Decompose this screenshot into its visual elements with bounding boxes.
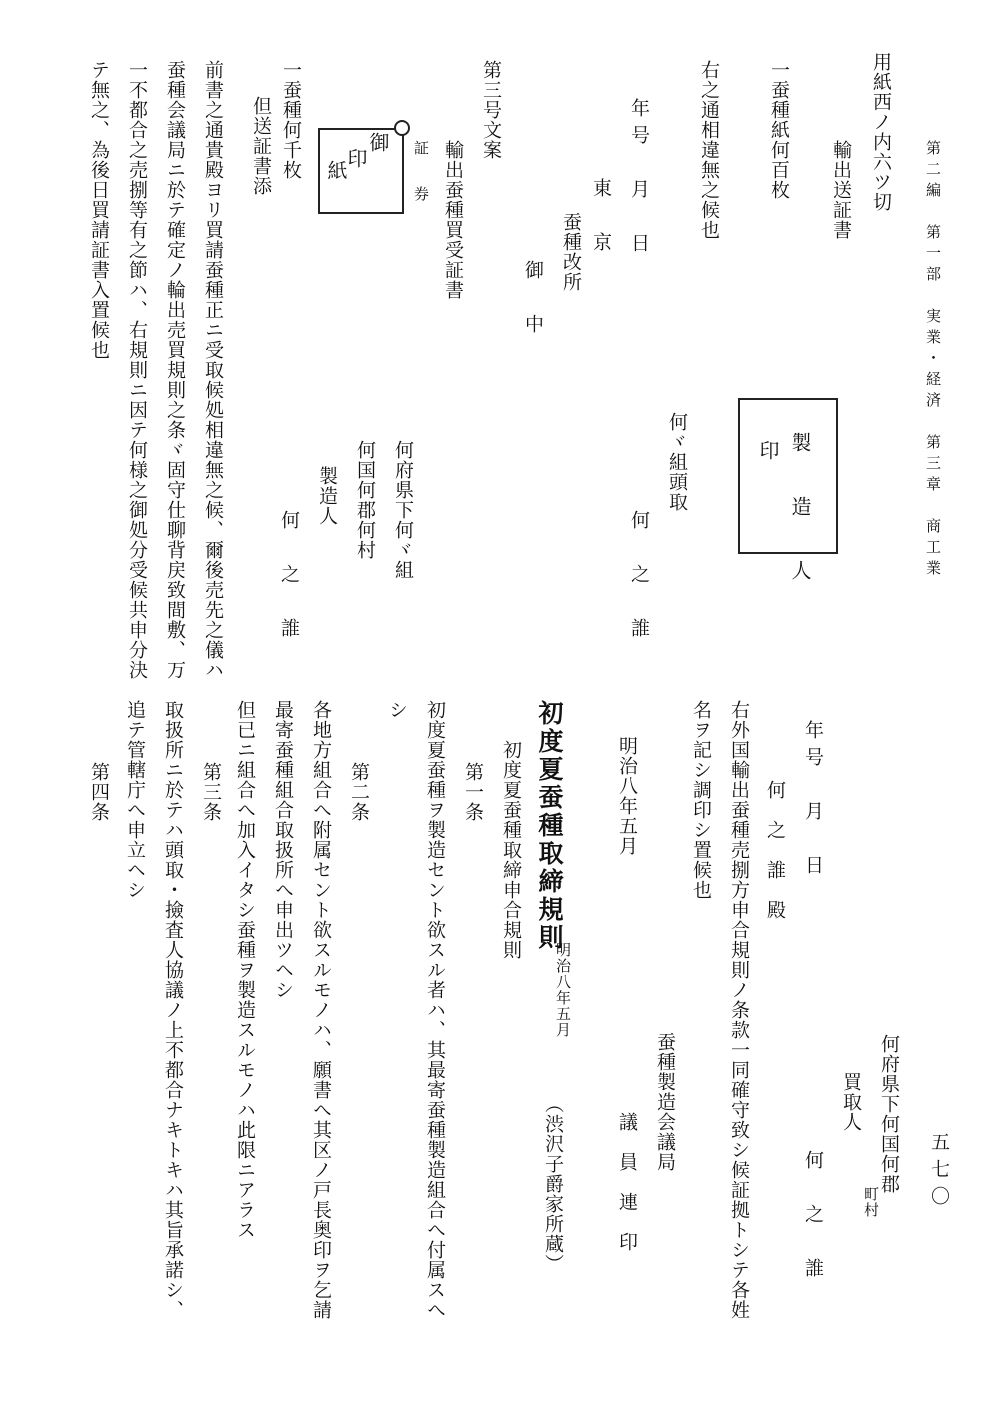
article-3: 第三条: [200, 762, 222, 822]
article-3-line-1: 取扱所ニ於テハ頭取・撿査人協議ノ上不都合ナキトキハ其旨承諾シ、: [162, 700, 184, 1320]
bureau: 蚕種製造会議局: [654, 1032, 676, 1172]
buyer-name: 何 之 誰: [802, 1150, 824, 1285]
article-4: 第四条: [88, 762, 110, 822]
circle-mark-icon: [394, 120, 410, 136]
article-3-line-2: 追テ管轄庁へ申立ヘシ: [124, 700, 146, 900]
text-line-2: 名ヲ記シ調印シ置候也: [690, 700, 712, 900]
body-line-4: テ無之、為後日買請証書入置候也: [88, 60, 110, 360]
seal-line1: 製 造 人: [788, 432, 812, 592]
running-title: 第二編 第一部 実業・経済 第三章 商工業: [924, 140, 942, 581]
article-2-line-1: 各地方組合へ附属セント欲スルモノハ、願書へ其区ノ戸長奥印ヲ乞請: [310, 700, 332, 1320]
stamp-line3: 紙: [324, 160, 348, 192]
maker-address1: 何府県下何ヾ組: [392, 440, 414, 580]
text-line-1: 右外国輸出蚕種売捌方申合規則ノ条款一同確守致シ候証拠トシテ各姓: [728, 700, 750, 1320]
buyer-address-small: 町村: [862, 1186, 880, 1218]
item-line: 一蚕種紙何百枚: [768, 60, 790, 200]
body-line-2: 蚕種会議局ニ於テ確定ノ輪出売買規則之条ヾ固守仕聊背戻致間敷、万: [164, 60, 186, 680]
addressee: 何 之 誰 殿: [764, 780, 786, 920]
honorific: 御 中: [522, 260, 544, 341]
confirm-line: 右之通相違無之候也: [698, 60, 720, 240]
body-line-1: 前書之通貴殿ヨリ買請蚕種正ニ受取候処相違無之候、爾後売先之儀ハ: [202, 60, 224, 680]
paper-note: 用紙西ノ内六ツ切: [870, 52, 892, 212]
member: 議 員 連 印: [616, 1112, 638, 1252]
article-1: 第一条: [462, 762, 484, 822]
rule-title: 初度夏蚕種取締規則: [535, 700, 564, 952]
article-2: 第二条: [348, 762, 370, 822]
article-2-line-2: 最寄蚕種組合取扱所へ申出ツヘシ: [272, 700, 294, 1000]
subtitle: 初度夏蚕種取締申合規則: [500, 740, 522, 960]
seal-line2: 印: [756, 440, 780, 472]
date-line: 年号 月 日: [628, 98, 650, 260]
maker-address2: 何国何郡何村: [354, 440, 376, 560]
form3-label: 第三号文案: [480, 60, 502, 160]
group-head: 何ヾ組頭取: [666, 412, 688, 512]
era-date: 明治八年五月: [616, 736, 638, 856]
certificate-label: 証 券: [412, 140, 430, 209]
maker-label: 製造人: [316, 466, 338, 526]
group-head-name: 何 之 誰: [628, 510, 650, 645]
body-line-3: 一不都合之売捌等有之節ハ、右規則ニ因テ何様之御処分受候共申分決: [126, 60, 148, 680]
buyer-address: 何府県下何国何郡: [878, 1034, 900, 1194]
office: 蚕種改所: [560, 212, 582, 292]
place: 東 京: [590, 178, 612, 259]
item-line2: 一蚕種何千枚: [280, 60, 302, 180]
buyer-label: 買取人: [840, 1072, 862, 1132]
maker-name: 何 之 誰: [278, 510, 300, 645]
rule-date: 明治八年五月: [554, 942, 572, 1038]
article-1-text: 初度夏蚕種ヲ製造セント欲スル者ハ、其最寄蚕種製造組合へ付属スへ: [424, 700, 446, 1320]
doc-title: 輸出送証書: [830, 140, 852, 240]
stamp-line2: 印: [344, 148, 368, 180]
article-2-line-3: 但已ニ組合へ加入イタシ蚕種ヲ製造スルモノハ此限ニアラス: [234, 700, 256, 1240]
page-number: 五七〇: [928, 1132, 950, 1213]
article-1-text2: シ: [386, 700, 408, 720]
lower-date-line: 年号 月 日: [802, 720, 824, 882]
source: （渋沢子爵家所蔵）: [542, 1094, 564, 1274]
attach-note: 但送証書添: [250, 96, 272, 196]
stamp-line1: 御: [366, 132, 390, 164]
form3-title: 輸出蚕種買受証書: [442, 140, 464, 300]
